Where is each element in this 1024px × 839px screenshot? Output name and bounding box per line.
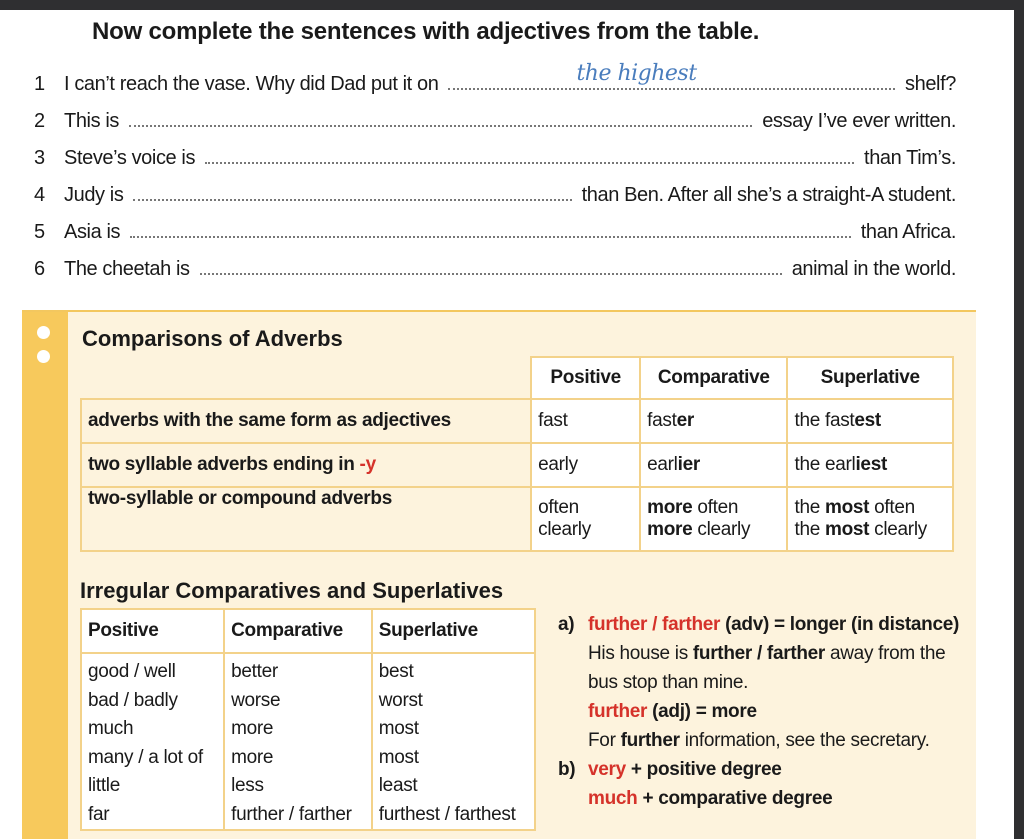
exercise-text-after: animal in the world.	[791, 258, 956, 280]
irregular-positive-form: good / well	[88, 661, 176, 682]
superlative-base: the	[794, 519, 825, 540]
irregular-comparative-form: more	[231, 718, 274, 739]
exercise-item	[34, 218, 956, 248]
irregular-positive-cell	[81, 653, 224, 830]
irregular-superlative-cell	[372, 653, 535, 830]
exercise-text-after: than Tim’s.	[864, 147, 956, 169]
worksheet-page	[0, 10, 1014, 839]
adverb-superlative-form	[794, 410, 946, 432]
note-a2-definition	[558, 697, 978, 726]
adverb-type-label	[81, 443, 531, 487]
irregular-superlative-form: most	[378, 718, 419, 739]
irregular-header-superlative: Superlative	[372, 609, 535, 653]
comparative-base: fast	[647, 410, 677, 431]
irregular-positive-form: bad / badly	[88, 689, 178, 711]
adverbs-table-row	[81, 399, 953, 443]
adverb-positive-cell	[531, 399, 640, 443]
exercise-item	[34, 107, 956, 137]
exercise-text-before: The cheetah is	[64, 258, 190, 280]
note-a-example-start: His house is	[588, 643, 693, 664]
answer-blank	[200, 255, 782, 275]
adverbs-table-row	[81, 443, 953, 487]
comparative-base: clearly	[692, 519, 751, 540]
instruction-title: Now complete the sentences with adjectives from the table.	[92, 18, 760, 45]
adverb-positive-cell	[531, 487, 640, 551]
adverb-comparative-form	[647, 410, 780, 432]
superlative-marker: most	[824, 497, 870, 518]
adverb-ending-highlight: -y	[359, 454, 376, 475]
comparative-base: often	[692, 497, 739, 518]
superlative-word: often	[869, 497, 915, 518]
note-a2-example-start: For	[588, 730, 621, 751]
adverb-comparative-form	[647, 497, 780, 519]
adverb-type-label	[81, 399, 531, 443]
exercise-item	[34, 61, 956, 100]
note-a-definition	[558, 610, 978, 639]
adverbs-heading: Comparisons of Adverbs	[82, 326, 343, 351]
adverb-superlative-form	[794, 497, 946, 519]
irregular-comparative-cell	[224, 653, 372, 830]
grammar-box	[22, 310, 976, 839]
note-a-label: a)	[558, 614, 575, 635]
exercise-text-before: This is	[64, 110, 119, 132]
adverb-positive-form: clearly	[538, 519, 591, 540]
note-a2-example	[558, 726, 978, 755]
adverb-comparative-form	[647, 454, 780, 476]
answer-blank	[448, 61, 895, 90]
irregular-header-positive: Positive	[81, 609, 224, 653]
adverb-comparative-form	[647, 519, 780, 541]
answer-blank	[129, 107, 752, 127]
note-a2-term: further	[588, 701, 648, 722]
irregular-superlative-form: furthest / farthest	[378, 803, 516, 825]
adverb-positive-form: early	[538, 454, 578, 475]
adverb-superlative-cell	[787, 487, 953, 551]
adverb-superlative-form	[794, 519, 946, 541]
exercise-text-after: than Africa.	[860, 221, 956, 243]
irregular-comparative-form: better	[231, 661, 278, 682]
comparative-marker: more	[647, 519, 693, 540]
note-b-much	[558, 784, 978, 813]
adverbs-header-superlative: Superlative	[787, 357, 953, 399]
exercise-text-before: Asia is	[64, 221, 121, 243]
exercise-number: 3	[34, 147, 45, 169]
exercise-item	[34, 255, 956, 285]
adverb-superlative-cell	[787, 399, 953, 443]
note-a-meaning: (adv) = longer (in distance)	[720, 614, 960, 635]
adverb-comparative-cell	[640, 399, 787, 443]
exercise-number: 1	[34, 73, 45, 95]
adverbs-table-row	[81, 487, 953, 551]
note-a-example-bold: further / farther	[692, 643, 826, 664]
note-b-much-term: much	[588, 788, 638, 809]
adverbs-table	[80, 356, 954, 552]
adverbs-header-positive: Positive	[531, 357, 640, 399]
exercise-item	[34, 144, 956, 174]
note-a2-example-bold: further	[620, 730, 680, 751]
note-a2-example-end: information, see the secretary.	[679, 730, 930, 751]
superlative-base: the earl	[794, 454, 856, 475]
adverb-superlative-form	[794, 454, 946, 476]
comparative-suffix: ier	[677, 454, 700, 475]
irregular-positive-form: much	[88, 718, 134, 739]
irregular-comparative-form: less	[231, 775, 264, 796]
exercise-text-after: essay I’ve ever written.	[762, 110, 956, 132]
bullet-dot-icon	[37, 326, 50, 339]
superlative-marker: most	[824, 519, 870, 540]
usage-notes	[558, 610, 978, 813]
adverb-type-text: two syllable adverbs ending in	[88, 454, 360, 475]
note-b-label: b)	[558, 759, 576, 780]
irregular-header-comparative: Comparative	[224, 609, 372, 653]
irregular-superlative-form: most	[378, 746, 419, 768]
adverb-positive-form: often	[538, 497, 579, 518]
exercise-text-before: Judy is	[64, 184, 124, 206]
superlative-base: the	[794, 497, 825, 518]
exercise-number: 4	[34, 184, 45, 206]
adverb-comparative-cell	[640, 487, 787, 551]
exercise-text-before: I can’t reach the vase. Why did Dad put it on	[64, 73, 439, 95]
irregular-positive-form: many / a lot of	[88, 746, 203, 768]
note-a-term: further / farther	[588, 614, 721, 635]
exercise-text-before: Steve’s voice is	[64, 147, 196, 169]
comparative-base: earl	[647, 454, 678, 475]
handwritten-answer: the highest	[576, 61, 697, 86]
irregular-heading: Irregular Comparatives and Superlatives	[80, 578, 504, 603]
adverb-type-text: two-syllable or compound adverbs	[88, 488, 392, 509]
irregular-comparative-form: more	[231, 746, 274, 768]
exercise-text-after: than Ben. After all she’s a straight-A student.	[581, 184, 956, 206]
exercise-number: 6	[34, 258, 45, 280]
adverb-comparative-cell	[640, 443, 787, 487]
note-a2-meaning: (adj) = more	[647, 701, 757, 722]
exercise-item	[34, 181, 956, 211]
adverb-type-label	[81, 487, 531, 551]
irregular-superlative-form: least	[378, 775, 418, 796]
adverb-positive-cell	[531, 443, 640, 487]
exercise-number: 5	[34, 221, 45, 243]
irregular-superlative-form: worst	[378, 689, 423, 711]
superlative-marker: est	[854, 410, 881, 431]
exercise-text-after: shelf?	[905, 73, 956, 95]
answer-blank	[205, 144, 854, 164]
note-b-very-term: very	[588, 759, 626, 780]
irregular-positive-form: little	[88, 775, 120, 796]
irregular-table	[80, 608, 536, 831]
irregular-comparative-form: worse	[231, 689, 281, 711]
superlative-marker: iest	[855, 454, 887, 475]
note-b-much-rule: + comparative degree	[637, 788, 833, 809]
adverb-superlative-cell	[787, 443, 953, 487]
grammar-box-stripe	[22, 312, 68, 839]
exercise-number: 2	[34, 110, 45, 132]
note-b-very	[558, 755, 978, 784]
comparative-suffix: er	[676, 410, 694, 431]
note-a-example	[558, 639, 978, 697]
bullet-dot-icon	[37, 350, 50, 363]
superlative-base: the fast	[794, 410, 855, 431]
adverb-positive-form: fast	[538, 410, 568, 431]
irregular-superlative-form: best	[378, 661, 414, 682]
answer-blank	[130, 218, 851, 238]
adverbs-header-comparative: Comparative	[640, 357, 787, 399]
irregular-comparative-form: further / farther	[231, 803, 352, 825]
note-b-very-rule: + positive degree	[625, 759, 782, 780]
adverbs-table-corner	[81, 357, 531, 399]
irregular-positive-form: far	[88, 803, 110, 825]
note-a-example-end: away from the bus stop than mine.	[588, 643, 946, 693]
answer-blank	[133, 181, 571, 201]
adverb-type-text: adverbs with the same form as adjectives	[88, 410, 451, 431]
comparative-marker: more	[647, 497, 693, 518]
superlative-word: clearly	[869, 519, 927, 540]
